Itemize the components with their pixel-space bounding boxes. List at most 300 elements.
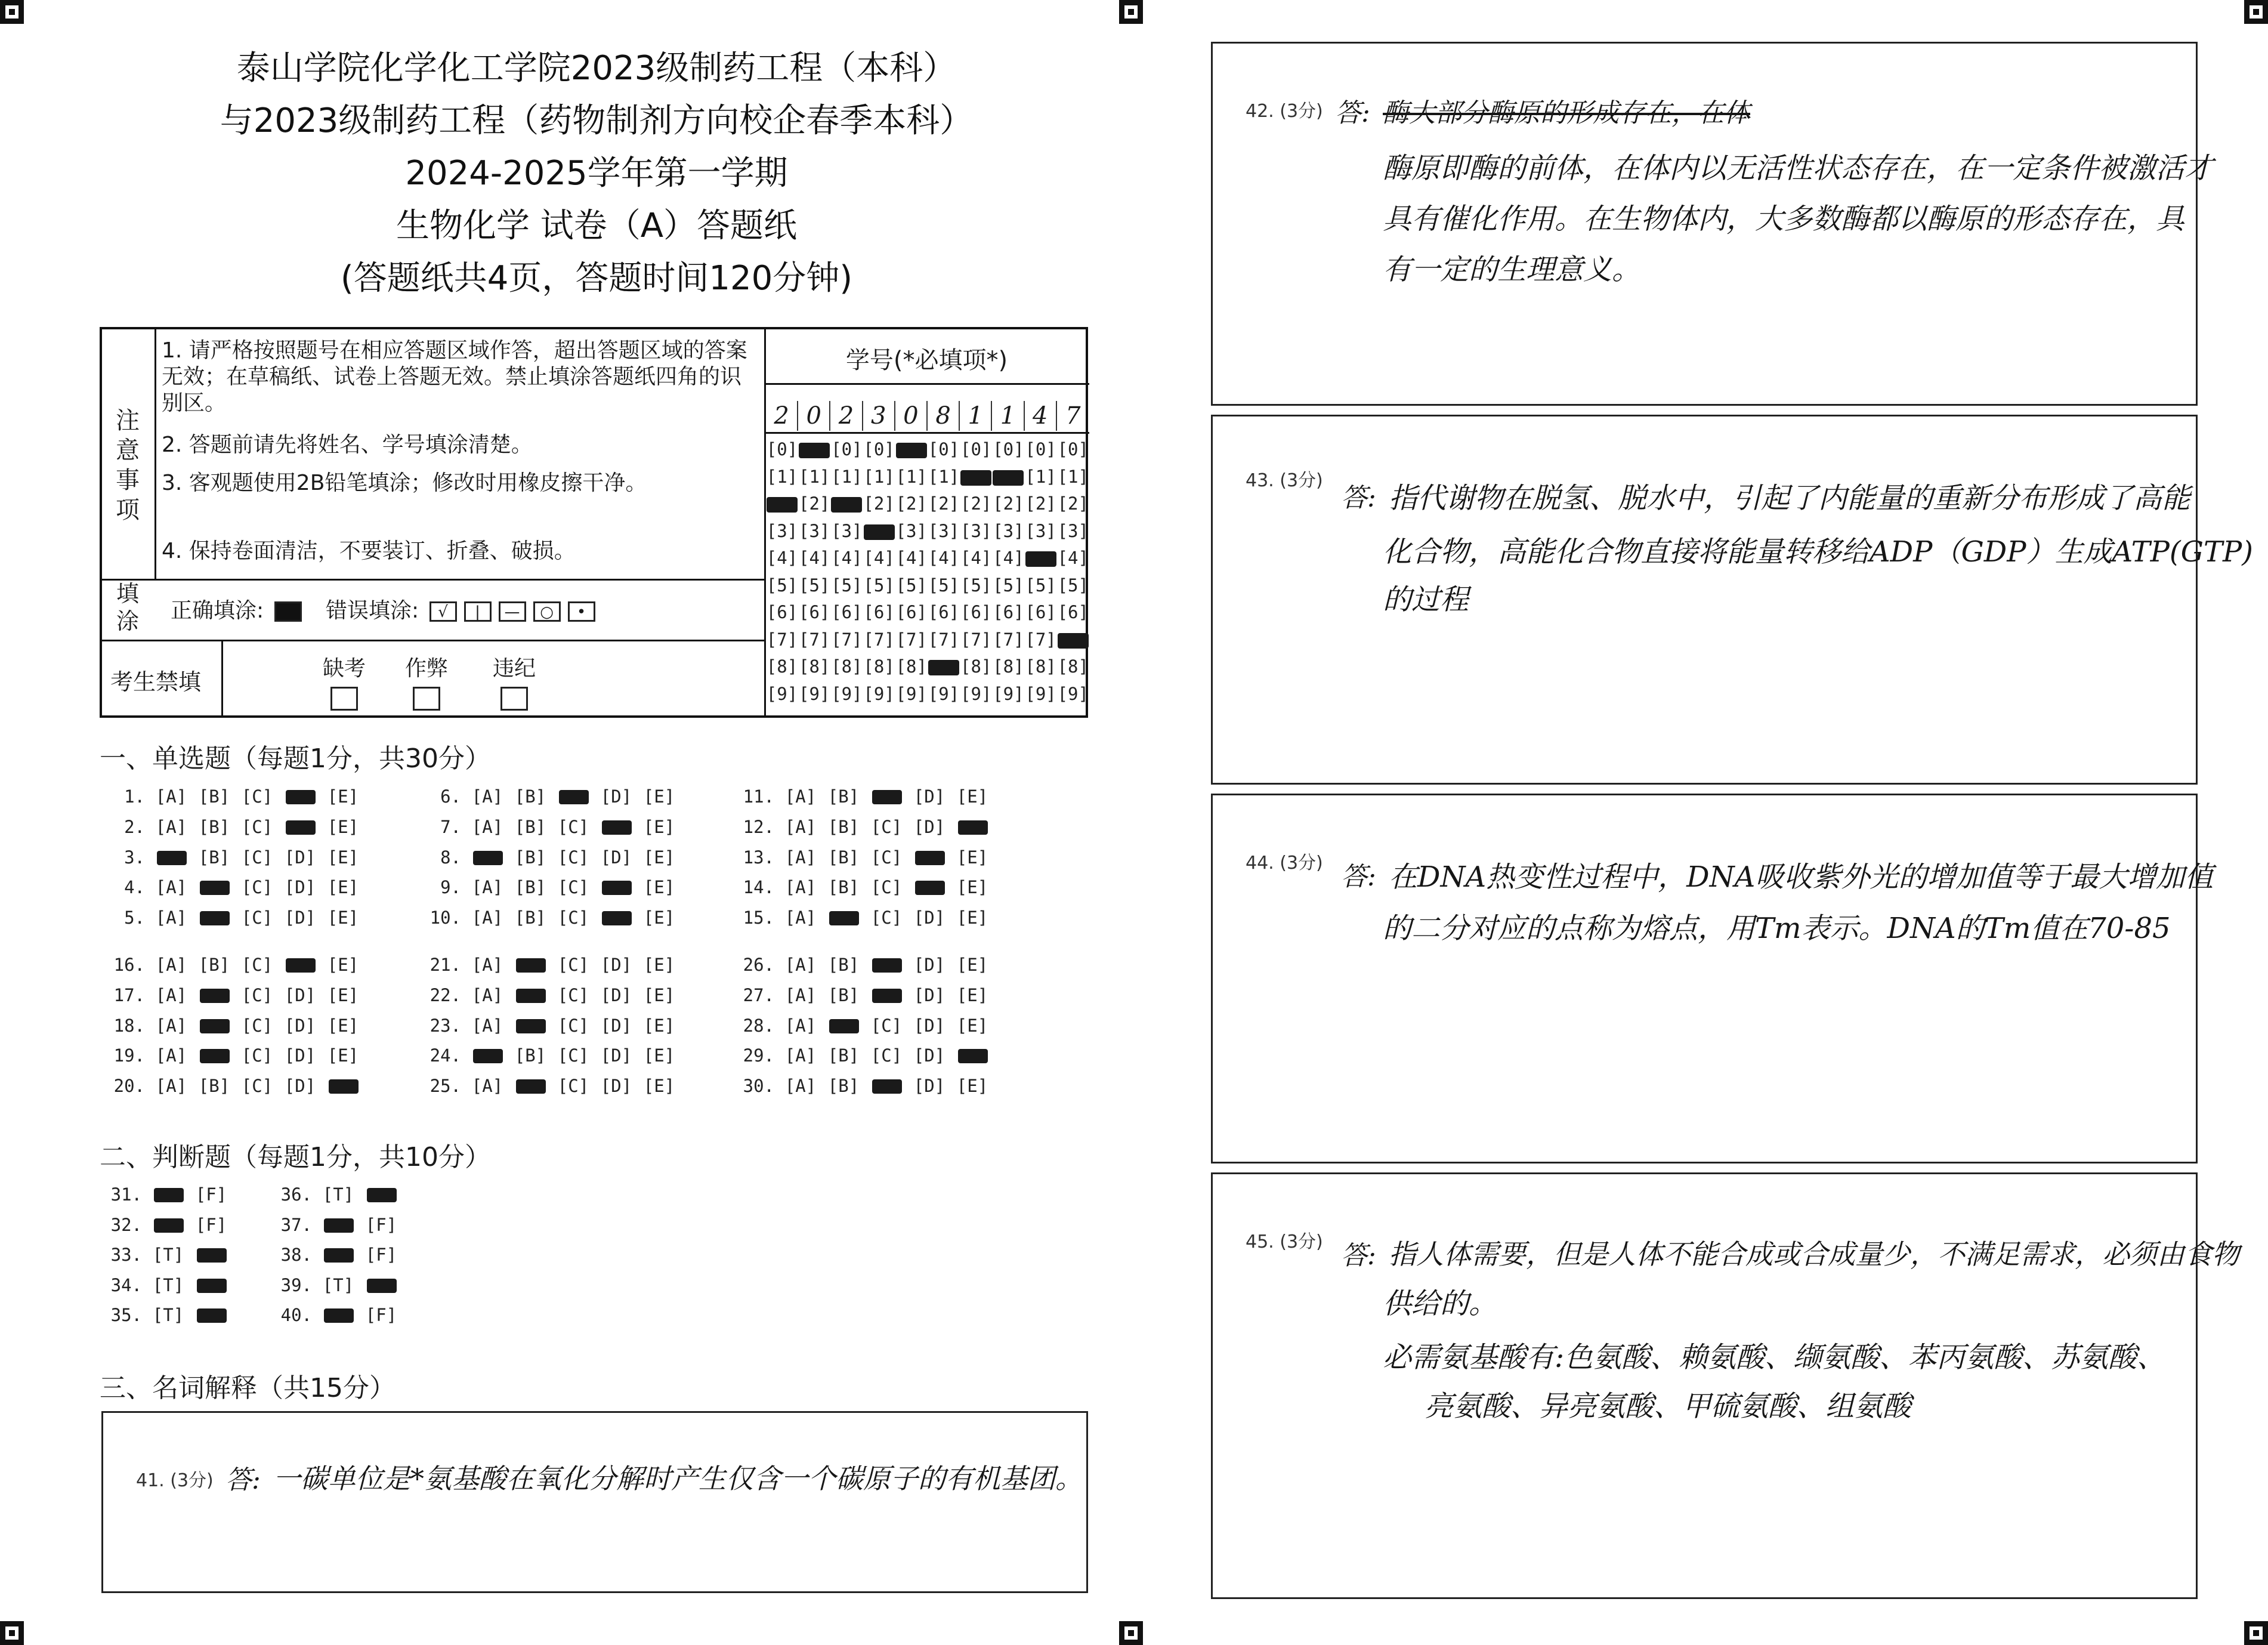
choice-bubble[interactable] (822, 1016, 865, 1036)
choice-bubble[interactable]: [E] (327, 1016, 359, 1036)
choice-bubble[interactable]: [D] (600, 1076, 632, 1096)
student-id-bubble[interactable]: [7] (895, 629, 927, 650)
choice-bubble[interactable]: [B] (514, 786, 546, 807)
student-id-bubble[interactable]: [6] (895, 602, 927, 622)
true-false-bubble[interactable]: [F] (195, 1184, 227, 1205)
student-id-bubble[interactable]: [8] (766, 656, 798, 677)
student-id-bubble[interactable]: [4] (1057, 548, 1089, 568)
choice-bubble[interactable]: [C] (557, 1016, 589, 1036)
choice-bubble[interactable]: [E] (327, 817, 359, 837)
choice-bubble[interactable]: [A] (471, 877, 503, 897)
choice-bubble[interactable]: [C] (557, 908, 589, 928)
choice-bubble[interactable]: [D] (284, 908, 316, 928)
answer-box-44[interactable] (1211, 794, 2214, 1163)
choice-bubble[interactable] (865, 1076, 908, 1096)
choice-bubble[interactable] (193, 985, 236, 1005)
choice-bubble[interactable]: [B] (514, 908, 546, 928)
choice-bubble[interactable]: [B] (198, 1076, 230, 1096)
student-id-bubble[interactable]: [0] (831, 439, 863, 459)
answer-text-44-line2: 的二分对应的点称为熔点，用Tm表示。DNA的Tm值在70-85 (1383, 912, 2171, 945)
choice-bubble[interactable]: [E] (956, 877, 988, 897)
student-id-bubble[interactable]: [3] (960, 520, 992, 541)
choice-bubble[interactable]: [D] (913, 1016, 945, 1036)
student-id-bubble[interactable]: [8] (831, 656, 863, 677)
choice-bubble[interactable]: [D] (913, 908, 945, 928)
student-id-bubble[interactable]: [5] (863, 575, 895, 595)
choice-bubble[interactable] (552, 786, 595, 807)
choice-bubble[interactable]: [D] (913, 985, 945, 1005)
choice-bubble[interactable]: [C] (870, 908, 903, 928)
choice-bubble[interactable]: [B] (198, 847, 230, 868)
student-id-bubble[interactable]: [3] (928, 520, 960, 541)
choice-bubble[interactable] (908, 847, 951, 868)
choice-bubble[interactable]: [A] (784, 877, 817, 897)
student-id-bubble[interactable]: [2] (960, 493, 992, 514)
choice-bubble[interactable]: [E] (643, 786, 675, 807)
choice-row (421, 877, 681, 897)
true-false-bubble[interactable]: [F] (365, 1245, 397, 1265)
choice-question-number: 15. (743, 908, 774, 928)
choice-bubble[interactable]: [D] (913, 1076, 945, 1096)
choice-bubble[interactable]: [C] (557, 847, 589, 868)
student-id-bubble[interactable]: [6] (1057, 602, 1089, 622)
student-id-bubble[interactable]: [4] (798, 548, 830, 568)
student-id-bubble[interactable]: [3] (1025, 520, 1056, 541)
student-id-bubble[interactable]: [6] (928, 602, 960, 622)
student-id-bubble[interactable]: [8] (863, 656, 895, 677)
student-id-bubble[interactable]: [1] (831, 466, 863, 487)
choice-bubble[interactable]: [A] (471, 1076, 503, 1096)
student-id-bubble[interactable]: [1] (863, 466, 895, 487)
choice-bubble[interactable]: [B] (514, 847, 546, 868)
true-false-bubble[interactable] (147, 1184, 190, 1205)
choice-bubble[interactable]: [E] (643, 908, 675, 928)
true-false-row (271, 1305, 403, 1325)
choice-bubble[interactable] (322, 1076, 364, 1096)
choice-bubble[interactable] (865, 985, 908, 1005)
choice-bubble[interactable]: [C] (241, 847, 273, 868)
choice-bubble[interactable]: [E] (956, 847, 988, 868)
choice-bubble[interactable]: [C] (241, 955, 273, 975)
choice-bubble[interactable]: [B] (827, 985, 860, 1005)
cheat-checkbox[interactable] (413, 687, 440, 711)
choice-bubble[interactable]: [E] (327, 985, 359, 1005)
true-false-bubble[interactable] (317, 1215, 360, 1235)
choice-bubble[interactable]: [D] (600, 847, 632, 868)
choice-bubble[interactable]: [C] (557, 1076, 589, 1096)
true-false-row (271, 1275, 403, 1295)
student-id-bubble[interactable]: [8] (960, 656, 992, 677)
student-id-bubble[interactable]: [5] (895, 575, 927, 595)
choice-bubble[interactable]: [A] (784, 1076, 817, 1096)
choice-bubble[interactable]: [B] (514, 1045, 546, 1066)
choice-bubble[interactable]: [C] (241, 985, 273, 1005)
choice-row (104, 985, 364, 1005)
student-id-bubble[interactable]: [9] (928, 683, 960, 704)
choice-bubble[interactable] (193, 908, 236, 928)
choice-bubble[interactable]: [D] (600, 985, 632, 1005)
true-false-bubble[interactable] (360, 1275, 403, 1295)
header-line-3: 2024-2025学年第一学期 (405, 154, 788, 193)
answer-box-41[interactable] (101, 1411, 1088, 1593)
choice-bubble[interactable]: [D] (600, 1016, 632, 1036)
student-id-bubble[interactable]: [5] (831, 575, 863, 595)
student-id-bubble[interactable]: [4] (766, 548, 798, 568)
choice-bubble[interactable]: [C] (557, 817, 589, 837)
choice-bubble[interactable]: [A] (471, 985, 503, 1005)
choice-bubble[interactable] (509, 1076, 552, 1096)
choice-bubble[interactable]: [A] (155, 955, 187, 975)
choice-bubble[interactable]: [E] (643, 817, 675, 837)
student-id-bubble[interactable]: [1] (895, 466, 927, 487)
choice-bubble[interactable] (509, 985, 552, 1005)
student-id-bubble[interactable]: [4] (895, 548, 927, 568)
answer-text-45-line3: 必需氨基酸有:色氨酸、赖氨酸、缬氨酸、苯丙氨酸、苏氨酸、 (1383, 1341, 2166, 1374)
choice-bubble[interactable]: [C] (557, 985, 589, 1005)
true-false-bubble[interactable]: [T] (152, 1245, 184, 1265)
student-id-bubble[interactable]: [0] (863, 439, 895, 459)
student-id-bubble[interactable]: [9] (1025, 683, 1056, 704)
choice-bubble[interactable]: [E] (327, 847, 359, 868)
choice-bubble[interactable] (595, 817, 638, 837)
student-id-bubble[interactable]: [5] (993, 575, 1024, 595)
choice-bubble[interactable] (822, 908, 865, 928)
student-id-bubble[interactable]: [5] (1057, 575, 1089, 595)
choice-bubble[interactable]: [A] (784, 908, 817, 928)
student-id-bubble[interactable]: [6] (993, 602, 1024, 622)
student-id-bubble[interactable]: [5] (798, 575, 830, 595)
true-false-bubble[interactable]: [F] (195, 1215, 227, 1235)
student-id-bubble[interactable]: [1] (1025, 466, 1056, 487)
answer-box-45[interactable] (1211, 1172, 2239, 1599)
choice-bubble[interactable]: [D] (913, 817, 945, 837)
student-id-bubble[interactable]: [9] (766, 683, 798, 704)
choice-bubble[interactable]: [B] (827, 847, 860, 868)
student-id-bubble[interactable]: [5] (928, 575, 960, 595)
true-false-bubble[interactable] (317, 1245, 360, 1265)
choice-bubble[interactable]: [E] (643, 847, 675, 868)
choice-bubble[interactable] (509, 1016, 552, 1036)
student-id-bubble[interactable]: [9] (1057, 683, 1089, 704)
student-id-bubble[interactable]: [5] (1025, 575, 1056, 595)
student-id-bubble[interactable]: [7] (798, 629, 830, 650)
choice-bubble[interactable]: [C] (241, 908, 273, 928)
student-id-bubble[interactable]: [6] (960, 602, 992, 622)
student-id-bubble[interactable]: [0] (928, 439, 960, 459)
choice-bubble[interactable]: [A] (471, 955, 503, 975)
choice-bubble[interactable]: [A] (155, 877, 187, 897)
absent-checkbox[interactable] (330, 687, 358, 711)
student-id-bubble[interactable]: [2] (895, 493, 927, 514)
choice-bubble[interactable]: [D] (600, 786, 632, 807)
choice-bubble[interactable]: [C] (557, 877, 589, 897)
choice-bubble[interactable]: [A] (471, 817, 503, 837)
student-id-bubble[interactable]: [9] (798, 683, 830, 704)
choice-bubble[interactable]: [C] (241, 1016, 273, 1036)
choice-bubble[interactable] (951, 817, 994, 837)
true-false-bubble[interactable]: [F] (365, 1305, 397, 1325)
student-id-bubble[interactable]: [4] (863, 548, 895, 568)
student-id-bubble[interactable]: [2] (1025, 493, 1056, 514)
student-id-bubble[interactable]: [6] (831, 602, 863, 622)
choice-row (421, 786, 681, 807)
student-id-bubble[interactable]: [0] (1057, 439, 1089, 459)
choice-bubble[interactable]: [D] (284, 1045, 316, 1066)
student-id-bubble[interactable]: [9] (895, 683, 927, 704)
answer-box-42[interactable] (1211, 42, 2214, 406)
student-id-bubble[interactable]: [5] (960, 575, 992, 595)
choice-bubble[interactable]: [E] (643, 1016, 675, 1036)
choice-bubble[interactable]: [C] (241, 1076, 273, 1096)
choice-bubble[interactable]: [E] (643, 1076, 675, 1096)
student-id-bubble[interactable]: [1] (1057, 466, 1089, 487)
true-false-row (101, 1275, 233, 1295)
choice-question-number: 27. (743, 985, 774, 1005)
student-id-bubble[interactable]: [9] (831, 683, 863, 704)
student-id-bubble[interactable]: [7] (960, 629, 992, 650)
student-id-bubble[interactable]: [8] (993, 656, 1024, 677)
choice-bubble[interactable]: [D] (913, 955, 945, 975)
choice-row (104, 1076, 364, 1096)
student-id-bubble[interactable]: [8] (1057, 656, 1089, 677)
choice-bubble[interactable]: [A] (471, 908, 503, 928)
student-id-bubble[interactable]: [3] (895, 520, 927, 541)
true-false-bubble[interactable]: [T] (152, 1305, 184, 1325)
true-false-bubble[interactable] (360, 1184, 403, 1205)
true-false-bubble[interactable] (190, 1275, 233, 1295)
choice-bubble[interactable]: [D] (913, 786, 945, 807)
choice-bubble[interactable]: [C] (870, 847, 903, 868)
student-id-bubble[interactable]: [6] (1025, 602, 1056, 622)
student-id-bubble[interactable]: [0] (766, 439, 798, 459)
student-id-bubble[interactable]: [0] (993, 439, 1024, 459)
choice-bubble[interactable]: [E] (956, 1016, 988, 1036)
choice-bubble[interactable]: [C] (241, 786, 273, 807)
choice-bubble[interactable]: [D] (284, 985, 316, 1005)
choice-bubble[interactable]: [B] (198, 955, 230, 975)
true-false-bubble[interactable]: [T] (152, 1275, 184, 1295)
choice-bubble[interactable]: [A] (784, 985, 817, 1005)
choice-bubble[interactable] (595, 908, 638, 928)
student-id-bubble[interactable]: [7] (863, 629, 895, 650)
choice-bubble[interactable]: [E] (643, 985, 675, 1005)
wrong-mark-bar: | (464, 601, 492, 622)
student-id-bubble[interactable]: [3] (993, 520, 1024, 541)
choice-bubble[interactable]: [E] (327, 786, 359, 807)
answer-text-42-line3: 有一定的生理意义。 (1383, 253, 1641, 286)
student-id-bubble[interactable]: [7] (831, 629, 863, 650)
choice-bubble[interactable]: [E] (956, 985, 988, 1005)
question-number-42: 42. (3分) (1246, 101, 1323, 122)
choice-bubble[interactable]: [E] (643, 1045, 675, 1066)
choice-row (734, 817, 994, 837)
student-id-bubble[interactable]: [7] (1025, 629, 1056, 650)
choice-bubble[interactable]: [C] (870, 817, 903, 837)
choice-bubble[interactable]: [E] (327, 877, 359, 897)
choice-bubble[interactable]: [C] (870, 1016, 903, 1036)
student-id-bubble[interactable]: [9] (993, 683, 1024, 704)
choice-bubble[interactable]: [C] (241, 877, 273, 897)
student-id-bubble[interactable]: [3] (1057, 520, 1089, 541)
choice-bubble[interactable]: [A] (784, 817, 817, 837)
choice-bubble[interactable]: [A] (155, 908, 187, 928)
answer-box-43[interactable] (1211, 415, 2254, 785)
choice-bubble[interactable] (466, 847, 509, 868)
student-id-bubble[interactable]: [2] (928, 493, 960, 514)
choice-bubble[interactable]: [E] (956, 786, 988, 807)
student-id-bubble[interactable] (1049, 629, 1097, 650)
student-id-digit: 3 (863, 401, 895, 431)
student-id-bubble[interactable]: [8] (1025, 656, 1056, 677)
student-id-bubble[interactable]: [7] (928, 629, 960, 650)
choice-bubble[interactable]: [B] (514, 877, 546, 897)
fill-label: 填涂 (116, 581, 139, 634)
student-id-digit: 7 (1065, 402, 1081, 430)
choice-bubble[interactable]: [B] (198, 786, 230, 807)
choice-bubble[interactable]: [B] (827, 1076, 860, 1096)
choice-bubble[interactable]: [B] (827, 786, 860, 807)
choice-bubble[interactable]: [B] (827, 955, 860, 975)
choice-bubble[interactable] (150, 847, 193, 868)
choice-bubble[interactable]: [A] (471, 786, 503, 807)
student-id-bubble[interactable]: [1] (798, 466, 830, 487)
choice-bubble[interactable]: [A] (155, 985, 187, 1005)
choice-bubble[interactable] (193, 877, 236, 897)
choice-bubble[interactable] (466, 1045, 509, 1066)
student-id-bubble[interactable]: [8] (895, 656, 927, 677)
choice-bubble[interactable] (865, 955, 908, 975)
choice-bubble[interactable]: [E] (956, 908, 988, 928)
student-id-bubble[interactable]: [0] (1025, 439, 1056, 459)
student-id-bubble[interactable]: [9] (863, 683, 895, 704)
choice-bubble[interactable]: [A] (784, 1045, 817, 1066)
choice-bubble[interactable] (951, 1045, 994, 1066)
student-id-bubble[interactable]: [6] (863, 602, 895, 622)
answer-text-45-line2: 供给的。 (1383, 1287, 1498, 1320)
true-false-question-number: 38. (280, 1245, 312, 1265)
choice-bubble[interactable] (509, 955, 552, 975)
choice-bubble[interactable]: [B] (198, 817, 230, 837)
choice-bubble[interactable]: [E] (643, 877, 675, 897)
true-false-row (271, 1245, 403, 1265)
choice-bubble[interactable]: [E] (643, 955, 675, 975)
choice-bubble[interactable] (193, 1045, 236, 1066)
student-id-bubble[interactable]: [1] (928, 466, 960, 487)
student-id-bubble[interactable]: [2] (863, 493, 895, 514)
choice-bubble[interactable]: [B] (827, 817, 860, 837)
choice-bubble[interactable]: [C] (241, 817, 273, 837)
choice-bubble[interactable]: [D] (284, 1076, 316, 1096)
student-id-bubble[interactable]: [4] (993, 548, 1024, 568)
forbidden-violation: 违纪 (493, 652, 536, 711)
registration-mark-bottom-left (0, 1621, 24, 1645)
choice-question-number: 5. (124, 908, 145, 928)
choice-bubble[interactable]: [C] (870, 1045, 903, 1066)
choice-bubble[interactable]: [E] (327, 1045, 359, 1066)
student-id-bubble[interactable]: [2] (1057, 493, 1089, 514)
choice-bubble[interactable]: [E] (956, 955, 988, 975)
true-false-question-number: 31. (110, 1184, 142, 1205)
choice-bubble[interactable] (279, 786, 322, 807)
choice-bubble[interactable] (279, 817, 322, 837)
student-id-bubble[interactable]: [2] (993, 493, 1024, 514)
choice-question-number: 4. (124, 877, 145, 897)
student-id-digit: 1 (992, 401, 1024, 431)
choice-bubble[interactable]: [E] (327, 955, 359, 975)
choice-bubble[interactable]: [E] (327, 908, 359, 928)
student-id-bubble[interactable]: [2] (798, 493, 830, 514)
choice-bubble[interactable]: [D] (600, 955, 632, 975)
choice-bubble[interactable]: [B] (514, 817, 546, 837)
violation-checkbox[interactable] (500, 687, 528, 711)
student-id-bubble[interactable]: [7] (993, 629, 1024, 650)
choice-bubble[interactable]: [A] (471, 1016, 503, 1036)
true-false-bubble[interactable] (190, 1245, 233, 1265)
student-id-bubble[interactable]: [5] (766, 575, 798, 595)
student-id-bubble[interactable]: [0] (960, 439, 992, 459)
choice-bubble[interactable]: [A] (155, 1076, 187, 1096)
student-id-bubble[interactable]: [4] (960, 548, 992, 568)
true-false-bubble[interactable]: [T] (322, 1275, 354, 1295)
choice-bubble[interactable]: [D] (284, 1016, 316, 1036)
choice-bubble[interactable]: [A] (155, 817, 187, 837)
choice-bubble[interactable]: [C] (241, 1045, 273, 1066)
true-false-bubble[interactable]: [F] (365, 1215, 397, 1235)
choice-bubble[interactable] (193, 1016, 236, 1036)
choice-bubble[interactable] (908, 877, 951, 897)
choice-bubble[interactable]: [C] (870, 877, 903, 897)
true-false-bubble[interactable] (147, 1215, 190, 1235)
choice-bubble[interactable] (279, 955, 322, 975)
choice-bubble[interactable]: [A] (784, 1016, 817, 1036)
true-false-bubble[interactable] (190, 1305, 233, 1325)
choice-bubble[interactable]: [D] (284, 847, 316, 868)
student-id-bubble[interactable]: [4] (831, 548, 863, 568)
student-id-bubble[interactable]: [3] (831, 520, 863, 541)
choice-bubble[interactable]: [C] (557, 955, 589, 975)
choice-bubble[interactable]: [C] (557, 1045, 589, 1066)
choice-row (104, 817, 364, 837)
student-id-bubble[interactable]: [4] (928, 548, 960, 568)
choice-bubble[interactable]: [B] (827, 1045, 860, 1066)
student-id-bubble[interactable]: [9] (960, 683, 992, 704)
true-false-row (101, 1245, 233, 1265)
choice-bubble[interactable] (865, 786, 908, 807)
choice-bubble[interactable] (595, 877, 638, 897)
choice-bubble[interactable]: [A] (784, 955, 817, 975)
choice-bubble[interactable]: [A] (155, 1045, 187, 1066)
student-id-bubble[interactable]: [3] (798, 520, 830, 541)
true-false-bubble[interactable] (317, 1305, 360, 1325)
choice-bubble[interactable]: [A] (155, 786, 187, 807)
student-id-bubble[interactable]: [6] (766, 602, 798, 622)
choice-bubble[interactable]: [E] (956, 1076, 988, 1096)
choice-bubble[interactable]: [D] (284, 877, 316, 897)
choice-bubble[interactable]: [D] (913, 1045, 945, 1066)
choice-bubble[interactable]: [A] (155, 1016, 187, 1036)
student-id-bubble[interactable]: [8] (798, 656, 830, 677)
true-false-bubble[interactable]: [T] (322, 1184, 354, 1205)
student-id-digit: 0 (895, 401, 928, 431)
choice-bubble[interactable]: [B] (827, 877, 860, 897)
choice-bubble[interactable]: [D] (600, 1045, 632, 1066)
student-id-bubble[interactable]: [7] (766, 629, 798, 650)
choice-bubble[interactable]: [A] (784, 786, 817, 807)
student-id-bubble[interactable]: [3] (766, 520, 798, 541)
student-id-bubble[interactable]: [1] (766, 466, 798, 487)
student-id-bubble[interactable]: [6] (798, 602, 830, 622)
choice-bubble[interactable]: [A] (784, 847, 817, 868)
